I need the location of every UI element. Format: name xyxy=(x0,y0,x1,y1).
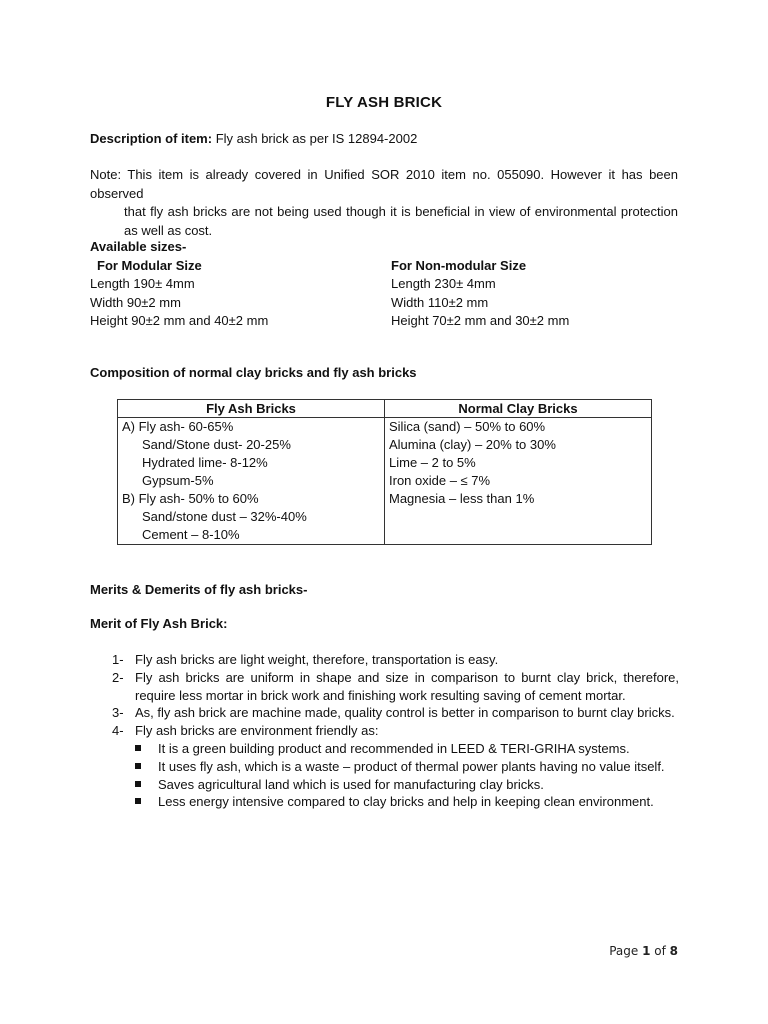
clay-line: Silica (sand) – 50% to 60% xyxy=(389,419,546,434)
list-text: Fly ash bricks are environment friendly as: xyxy=(135,723,379,739)
document-title: FLY ASH BRICK xyxy=(325,94,443,111)
list-text: Fly ash bricks are uniform in shape and size in comparison to burnt clay brick, therefore, require less mortar in brick work and finishing work resulting saving of cement mortar. xyxy=(135,669,679,703)
fly-ash-line: Gypsum-5% xyxy=(142,473,214,488)
list-item xyxy=(112,704,679,722)
bullet-item xyxy=(135,758,679,776)
note-continuation: that fly ash bricks are not being used though it is beneficial in view of environmental protection as well as cost. xyxy=(124,204,678,238)
list-text: As, fly ash brick are machine made, quality control is better in comparison to burnt clay bricks. xyxy=(135,705,675,721)
bullet-text: Less energy intensive compared to clay bricks and help in keeping clean environment. xyxy=(158,794,654,810)
current-page-number: 1 xyxy=(642,944,651,958)
bullet-item xyxy=(135,740,679,758)
modular-width: Width 90±2 mm xyxy=(90,294,181,310)
clay-cell xyxy=(385,418,652,545)
of-label: of xyxy=(650,944,670,958)
non-modular-size-column xyxy=(391,257,569,330)
non-modular-height: Height 70±2 mm and 30±2 mm xyxy=(391,312,570,328)
total-pages: 8 xyxy=(669,944,678,958)
fly-ash-line: Sand/Stone dust- 20-25% xyxy=(142,437,291,452)
bullet-text: It uses fly ash, which is a waste – product of thermal power plants having no value itself. xyxy=(158,758,665,774)
fly-ash-cell xyxy=(118,418,385,545)
list-item xyxy=(112,651,679,669)
fly-ash-column-header: Fly Ash Bricks xyxy=(118,400,385,418)
page-number-footer xyxy=(609,944,678,958)
merits-list xyxy=(112,651,679,811)
modular-height: Height 90±2 mm and 40±2 mm xyxy=(90,312,269,328)
fly-ash-line: Hydrated lime- 8-12% xyxy=(142,455,268,470)
modular-length: Length 190± 4mm xyxy=(90,276,195,292)
note-first-line: Note: This item is already covered in Unified SOR 2010 item no. 055090. However it has been observed xyxy=(90,167,678,201)
bullet-item xyxy=(135,793,679,811)
table-header-row xyxy=(118,400,652,418)
composition-heading: Composition of normal clay bricks and fly ash bricks xyxy=(90,365,417,380)
clay-line: Iron oxide – ≤ 7% xyxy=(389,473,491,488)
clay-line: Lime – 2 to 5% xyxy=(389,455,476,470)
merits-demerits-heading: Merits & Demerits of fly ash bricks- xyxy=(90,582,308,597)
clay-column-header: Normal Clay Bricks xyxy=(385,400,652,418)
list-number: 4- xyxy=(112,723,124,739)
list-text: Fly ash bricks are light weight, therefore, transportation is easy. xyxy=(135,652,499,667)
fly-ash-line: Sand/stone dust – 32%-40% xyxy=(142,509,307,524)
merit-subheading: Merit of Fly Ash Brick: xyxy=(90,616,228,631)
note-paragraph xyxy=(90,166,678,240)
square-bullet-icon xyxy=(135,798,141,804)
square-bullet-icon xyxy=(135,745,141,751)
clay-line: Magnesia – less than 1% xyxy=(389,491,535,506)
bullet-text: It is a green building product and recommended in LEED & TERI-GRIHA systems. xyxy=(158,740,630,756)
fly-ash-line: A) Fly ash- 60-65% xyxy=(122,419,234,434)
fly-ash-line: Cement – 8-10% xyxy=(142,527,240,542)
description-text: Fly ash brick as per IS 12894-2002 xyxy=(212,131,418,146)
description-label: Description of item: xyxy=(90,131,213,146)
description-line xyxy=(90,131,417,146)
non-modular-size-heading: For Non-modular Size xyxy=(391,258,527,273)
list-number: 2- xyxy=(112,669,124,685)
table-row xyxy=(118,418,652,545)
page-label: Page xyxy=(609,944,643,958)
square-bullet-icon xyxy=(135,763,141,769)
list-number: 3- xyxy=(112,705,124,721)
fly-ash-line: B) Fly ash- 50% to 60% xyxy=(122,491,259,506)
bullet-text: Saves agricultural land which is used for manufacturing clay bricks. xyxy=(158,776,544,792)
bullet-item xyxy=(135,776,679,794)
list-number: 1- xyxy=(112,652,124,667)
modular-size-heading: For Modular Size xyxy=(97,258,202,273)
square-bullet-icon xyxy=(135,781,141,787)
list-item xyxy=(112,722,679,740)
non-modular-width: Width 110±2 mm xyxy=(391,294,489,310)
clay-line: Alumina (clay) – 20% to 30% xyxy=(389,437,556,452)
list-item xyxy=(112,669,679,705)
sub-bullet-list xyxy=(112,740,679,811)
modular-size-column xyxy=(90,257,269,330)
available-sizes-heading: Available sizes- xyxy=(90,239,187,254)
non-modular-length: Length 230± 4mm xyxy=(391,276,496,292)
composition-table xyxy=(117,399,652,545)
